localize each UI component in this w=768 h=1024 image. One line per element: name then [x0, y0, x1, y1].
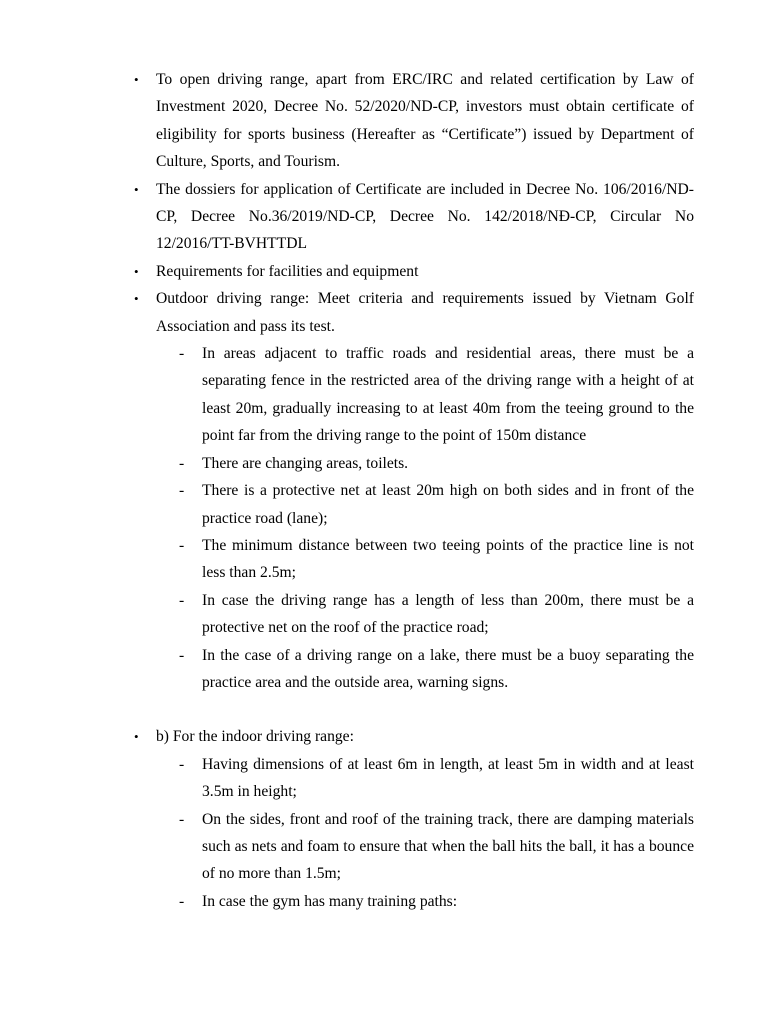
outdoor-requirements-list — [156, 340, 694, 696]
dash-marker: - — [179, 892, 185, 910]
dash-marker: - — [179, 810, 185, 828]
list-item — [179, 642, 694, 697]
bullet-item-dossiers — [134, 176, 694, 258]
bullet-text: b) For the indoor driving range: — [156, 728, 354, 746]
bullet-item-outdoor-range — [134, 285, 694, 340]
list-item — [179, 751, 694, 806]
indoor-requirements-list — [156, 751, 694, 915]
list-item — [179, 477, 694, 532]
bullet-item-facility-requirements — [134, 258, 694, 285]
bullet-item-indoor-range — [134, 723, 694, 750]
list-item — [179, 340, 694, 450]
list-item — [179, 888, 694, 915]
dash-marker: - — [179, 536, 185, 554]
bullet-text: Outdoor driving range: Meet criteria and requirements issued by Vietnam Golf Association and pass its test. — [156, 290, 694, 335]
list-item — [179, 532, 694, 587]
list-item — [179, 806, 694, 888]
bullet-item-driving-range-certificate — [134, 66, 694, 176]
list-item-text: There is a protective net at least 20m high on both sides and in front of the practice road (lane); — [202, 482, 694, 527]
dash-marker: - — [179, 482, 185, 500]
list-item-text: Having dimensions of at least 6m in length, at least 5m in width and at least 3.5m in height; — [202, 755, 694, 801]
document-body — [134, 66, 694, 915]
list-item-text: In case the gym has many training paths: — [202, 892, 458, 910]
list-item-text: In the case of a driving range on a lake, there must be a buoy separating the practice area and the outside area, warning signs. — [202, 646, 694, 691]
list-item-text: In case the driving range has a length of less than 200m, there must be a protective net on the roof of the practice road; — [202, 591, 694, 637]
list-item-text: There are changing areas, toilets. — [202, 454, 409, 472]
bullet-icon: • — [134, 729, 139, 745]
bullet-icon: • — [134, 263, 139, 279]
bullet-text: To open driving range, apart from ERC/IRC and related certification by Law of Investment 2020, Decree No. 52/2020/ND-CP, investors must obtain certificate of eligibility for sports business (Hereafter as “Certificate”) issued by Department of Culture, Sports, and Tourism. — [156, 71, 694, 171]
bullet-icon: • — [134, 181, 139, 197]
list-item-text: In areas adjacent to traffic roads and residential areas, there must be a separating fence in the restricted area of the driving range with a height of at least 20m, gradually increasing to at least 40m from the teeing ground to the point far from the driving range to the point of 150m distance — [202, 345, 694, 445]
bullet-icon: • — [134, 72, 139, 87]
dash-marker: - — [179, 646, 185, 664]
bullet-icon: • — [134, 291, 139, 307]
dash-marker: - — [179, 454, 185, 472]
bullet-text: The dossiers for application of Certificate are included in Decree No. 106/2016/ND-CP, Decree No.36/2019/ND-CP, Decree No. 142/2018/NĐ-CP, Circular No 12/2016/TT-BVHTTDL — [156, 180, 694, 253]
list-item-text: The minimum distance between two teeing points of the practice line is not less than 2.5m; — [202, 536, 694, 582]
dash-marker: - — [179, 755, 185, 773]
dash-marker: - — [179, 591, 185, 609]
list-item-text: On the sides, front and roof of the training track, there are damping materials such as nets and foam to ensure that when the ball hits the ball, it has a bounce of no more than 1.5m; — [202, 810, 694, 883]
paragraph-spacer — [156, 696, 694, 723]
dash-marker: - — [179, 345, 185, 363]
list-item — [179, 587, 694, 642]
bullet-text: Requirements for facilities and equipment — [156, 262, 419, 280]
list-item — [179, 450, 694, 477]
